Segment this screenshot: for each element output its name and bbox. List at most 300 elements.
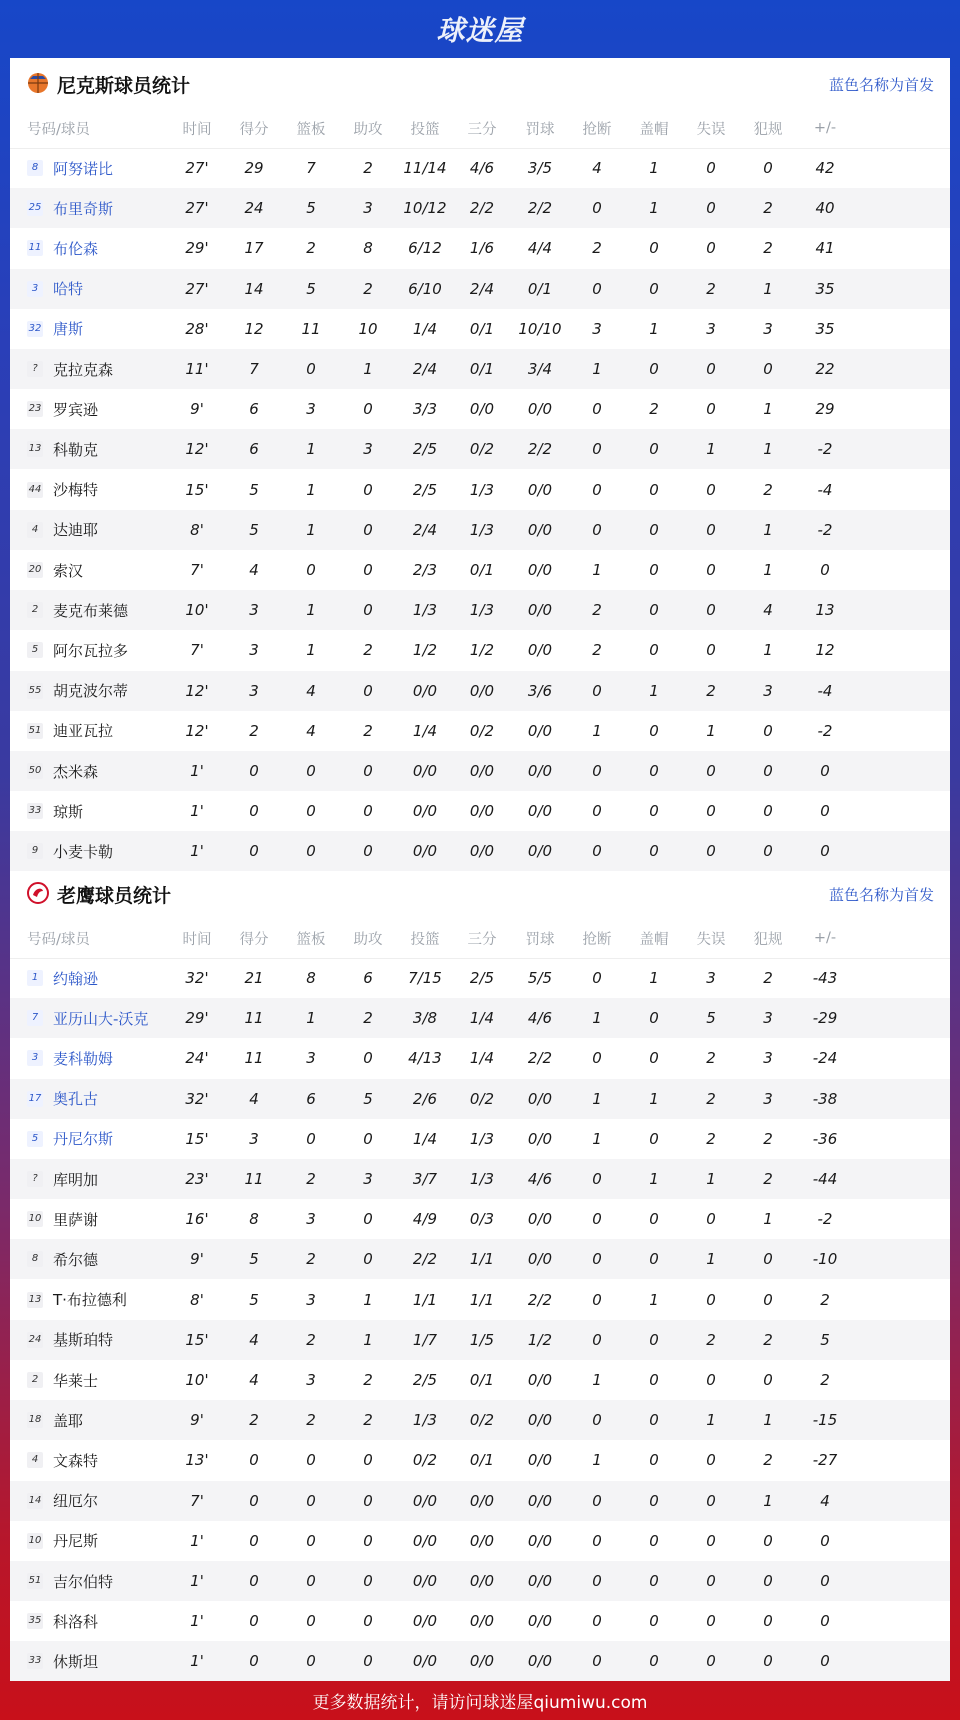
player-cell [27, 439, 98, 460]
player-name[interactable]: 克拉克森 [53, 360, 114, 379]
stat-stl: 0 [592, 400, 602, 419]
stat-pts: 24 [244, 199, 264, 218]
player-cell [27, 1530, 98, 1551]
stat-ast: 0 [363, 520, 373, 539]
player-row[interactable] [10, 1280, 950, 1320]
jersey-number: 11 [27, 240, 43, 256]
stat-min: 24' [185, 1049, 209, 1068]
stat-blk: 0 [649, 1371, 659, 1389]
stat-tov: 2 [706, 681, 716, 700]
stat-blk: 0 [649, 1210, 659, 1229]
stat-blk: 0 [649, 1572, 659, 1590]
player-cell [27, 841, 113, 862]
stat-tp: 0/0 [469, 400, 495, 419]
stat-stl: 1 [592, 561, 602, 579]
stat-ast: 6 [363, 969, 373, 987]
player-row[interactable] [10, 269, 950, 309]
stat-min: 15' [185, 1330, 209, 1349]
stat-min: 12' [185, 681, 209, 700]
player-name[interactable]: 罗宾逊 [53, 400, 99, 419]
stat-tov: 3 [706, 319, 716, 338]
stat-pts: 0 [249, 1572, 259, 1590]
stat-ast: 0 [363, 1652, 373, 1671]
stat-ft: 0/0 [527, 721, 553, 740]
stat-min: 29' [185, 1009, 209, 1028]
stat-fg: 1/3 [412, 601, 438, 620]
stat-tp: 4/6 [469, 159, 495, 177]
stat-blk: 0 [649, 239, 659, 258]
player-name[interactable]: 里萨谢 [53, 1210, 99, 1229]
player-name[interactable]: 约翰逊 [53, 969, 99, 988]
stat-min: 1' [190, 762, 204, 780]
stat-stl: 1 [592, 1371, 602, 1389]
stat-ast: 0 [363, 1129, 373, 1148]
player-name[interactable]: 亚历山大-沃克 [53, 1009, 149, 1028]
player-row[interactable] [10, 590, 950, 630]
player-row[interactable] [10, 958, 950, 998]
player-cell [27, 278, 83, 299]
player-row[interactable] [10, 510, 950, 550]
jersey-number: 3 [27, 1050, 43, 1066]
player-name[interactable]: 纽厄尔 [53, 1492, 99, 1511]
stat-blk: 0 [649, 1049, 659, 1068]
stat-tov: 2 [706, 279, 716, 298]
player-row[interactable] [10, 1119, 950, 1159]
stat-min: 1' [190, 1612, 204, 1631]
player-row[interactable] [10, 389, 950, 429]
stat-fg: 2/6 [412, 1089, 438, 1108]
stat-pf: 3 [763, 1049, 773, 1068]
stat-tp: 1/6 [469, 239, 495, 258]
stat-pts: 14 [244, 279, 264, 298]
stat-tp: 0/0 [469, 681, 495, 700]
column-header-row [10, 108, 950, 149]
stat-fg: 2/4 [412, 520, 438, 539]
player-row[interactable] [10, 1400, 950, 1440]
player-name[interactable]: 科洛科 [53, 1612, 99, 1631]
stat-min: 7' [190, 641, 204, 660]
stat-pf: 0 [763, 1290, 773, 1309]
stat-ast: 0 [363, 1451, 373, 1470]
stat-tov: 0 [706, 762, 716, 780]
player-row[interactable] [10, 998, 950, 1038]
stat-tp: 0/0 [469, 1612, 495, 1631]
column-header: 得分 [239, 931, 269, 948]
player-name[interactable]: 达迪耶 [53, 521, 99, 540]
stat-reb: 4 [306, 721, 316, 740]
stat-fg: 6/12 [408, 239, 442, 258]
player-name[interactable]: 希尔德 [53, 1250, 99, 1269]
player-name[interactable]: 沙梅特 [53, 481, 99, 500]
stat-stl: 0 [592, 1572, 602, 1590]
stat-pts: 0 [249, 802, 259, 821]
jersey-number: 23 [27, 401, 43, 417]
stat-tp: 1/2 [469, 641, 495, 660]
stat-tov: 0 [706, 1572, 716, 1590]
stat-tov: 0 [706, 239, 716, 258]
stat-pm: 12 [815, 641, 835, 660]
stat-ft: 3/4 [527, 360, 553, 378]
player-name[interactable]: 库明加 [53, 1170, 99, 1189]
stat-stl: 0 [592, 1049, 602, 1068]
player-row[interactable] [10, 1320, 950, 1360]
stat-pts: 4 [249, 1330, 259, 1349]
player-row[interactable] [10, 1601, 950, 1641]
column-header: 罚球 [525, 931, 555, 948]
stat-ft: 2/2 [527, 199, 553, 218]
stat-min: 11' [185, 360, 209, 378]
stat-fg: 2/3 [412, 561, 438, 579]
jersey-number: 4 [27, 522, 43, 538]
stat-pm: 0 [820, 1652, 830, 1671]
stat-stl: 0 [592, 762, 602, 780]
stat-pm: -4 [817, 681, 833, 700]
stat-tov: 2 [706, 1330, 716, 1349]
player-row[interactable] [10, 630, 950, 670]
player-name[interactable]: 唐斯 [53, 320, 84, 339]
stat-blk: 1 [649, 1290, 659, 1309]
stat-pts: 3 [249, 601, 259, 620]
player-name[interactable]: 奥孔古 [53, 1090, 99, 1109]
stat-tov: 0 [706, 360, 716, 378]
player-name[interactable]: T·布拉德利 [53, 1291, 127, 1310]
stat-pm: -15 [812, 1411, 838, 1430]
stat-pf: 1 [763, 279, 773, 298]
stat-blk: 0 [649, 641, 659, 660]
stat-pm: 2 [820, 1371, 830, 1389]
player-name[interactable]: 吉尔伯特 [53, 1572, 114, 1591]
player-cell [27, 1289, 127, 1310]
player-name[interactable]: 迪亚瓦拉 [53, 722, 114, 741]
player-name[interactable]: 索汉 [53, 561, 84, 580]
stat-ft: 0/0 [527, 802, 553, 821]
jersey-number: 13 [27, 1292, 43, 1308]
jersey-number: 7 [27, 1010, 43, 1026]
stat-ast: 1 [363, 1330, 373, 1349]
player-name[interactable]: 文森特 [53, 1451, 99, 1470]
stat-ft: 0/0 [527, 1612, 553, 1631]
stat-pts: 6 [249, 400, 259, 419]
player-row[interactable] [10, 228, 950, 268]
stat-stl: 0 [592, 1250, 602, 1269]
player-row[interactable] [10, 671, 950, 711]
team-title: 老鹰球员统计 [57, 885, 172, 907]
stat-pm: -44 [812, 1170, 838, 1188]
player-cell [27, 519, 98, 540]
stat-fg: 0/0 [412, 842, 438, 861]
stat-tov: 0 [706, 480, 716, 499]
stat-min: 23' [185, 1170, 209, 1188]
stat-reb: 8 [306, 969, 316, 987]
player-cell [27, 1571, 113, 1592]
player-cell [27, 198, 113, 219]
stat-ft: 0/0 [527, 1210, 553, 1229]
player-name[interactable]: 华莱士 [53, 1371, 99, 1390]
stat-pf: 3 [763, 319, 773, 338]
jersey-number: 51 [27, 1573, 43, 1589]
stat-pf: 2 [763, 1330, 773, 1349]
stat-ast: 2 [363, 721, 373, 740]
stat-reb: 11 [301, 319, 321, 338]
stat-stl: 0 [592, 1491, 602, 1510]
player-cell [27, 761, 98, 782]
stat-pts: 5 [249, 1290, 259, 1309]
player-row[interactable] [10, 711, 950, 751]
column-header: +/- [813, 930, 837, 946]
stat-ast: 0 [363, 842, 373, 861]
stat-tov: 0 [706, 1531, 716, 1550]
player-name[interactable]: 小麦卡勒 [53, 842, 114, 861]
stat-ast: 2 [363, 1371, 373, 1389]
stat-stl: 0 [592, 1210, 602, 1229]
stat-min: 10' [185, 601, 209, 620]
stat-stl: 0 [592, 1411, 602, 1430]
stat-blk: 0 [649, 802, 659, 821]
stat-blk: 1 [649, 199, 659, 218]
stat-fg: 0/2 [412, 1451, 438, 1470]
player-row[interactable] [10, 349, 950, 389]
stat-tov: 5 [706, 1009, 716, 1028]
stat-reb: 0 [306, 1129, 316, 1148]
stat-reb: 3 [306, 1049, 316, 1068]
stat-reb: 0 [306, 1652, 316, 1671]
player-row[interactable] [10, 1440, 950, 1480]
stat-min: 27' [185, 159, 209, 177]
stat-fg: 0/0 [412, 762, 438, 780]
stat-pf: 0 [763, 1250, 773, 1269]
player-name[interactable]: 杰米森 [53, 762, 99, 781]
stat-tov: 0 [706, 400, 716, 419]
player-cell [27, 968, 98, 989]
player-cell [27, 801, 83, 822]
player-row[interactable] [10, 470, 950, 510]
stat-ft: 0/0 [527, 1572, 553, 1590]
stat-tp: 0/0 [469, 1652, 495, 1671]
stat-blk: 0 [649, 1451, 659, 1470]
player-row[interactable] [10, 1481, 950, 1521]
stat-tov: 0 [706, 159, 716, 177]
jersey-number: 8 [27, 160, 43, 176]
stat-ft: 0/0 [527, 842, 553, 861]
stat-tp: 0/2 [469, 1411, 495, 1430]
stat-ft: 0/0 [527, 1250, 553, 1269]
stat-tov: 1 [706, 721, 716, 740]
player-name[interactable]: 丹尼斯 [53, 1532, 99, 1551]
stat-blk: 0 [649, 360, 659, 378]
stat-fg: 1/4 [412, 319, 438, 338]
stat-ft: 4/4 [527, 239, 553, 258]
player-row[interactable] [10, 791, 950, 831]
jersey-number: 18 [27, 1412, 43, 1428]
stat-pm: -27 [812, 1451, 838, 1470]
player-cell [27, 1370, 98, 1391]
player-cell [27, 1329, 113, 1350]
column-header: 犯规 [753, 121, 783, 138]
player-name[interactable]: 胡克波尔蒂 [53, 682, 129, 701]
stat-ft: 10/10 [518, 319, 562, 338]
stat-ft: 0/0 [527, 762, 553, 780]
player-row[interactable] [10, 1360, 950, 1400]
player-row[interactable] [10, 831, 950, 871]
player-row[interactable] [10, 148, 950, 188]
player-name[interactable]: 哈特 [53, 280, 84, 299]
stat-ft: 0/0 [527, 520, 553, 539]
stat-tov: 1 [706, 440, 716, 459]
stat-tov: 0 [706, 1371, 716, 1389]
stat-ft: 0/0 [527, 480, 553, 499]
footer-text: 更多数据统计，请访问球迷屋qiumiwu.com [312, 1692, 648, 1713]
stat-pts: 6 [249, 440, 259, 459]
stat-stl: 0 [592, 1330, 602, 1349]
stat-tov: 1 [706, 1411, 716, 1430]
stat-reb: 2 [306, 1411, 316, 1430]
player-name[interactable]: 基斯珀特 [53, 1331, 114, 1350]
stat-ast: 0 [363, 1210, 373, 1229]
player-row[interactable] [10, 550, 950, 590]
stat-ft: 4/6 [527, 1009, 553, 1028]
jersey-number: ? [27, 1171, 43, 1187]
stat-reb: 3 [306, 1371, 316, 1389]
player-cell [27, 1249, 98, 1270]
player-row[interactable] [10, 1641, 950, 1681]
player-name[interactable]: 丹尼尔斯 [53, 1130, 114, 1149]
player-row[interactable] [10, 429, 950, 469]
stat-ast: 0 [363, 1491, 373, 1510]
column-header: 助攻 [353, 121, 383, 138]
player-row[interactable] [10, 1038, 950, 1078]
stat-min: 9' [190, 1411, 204, 1430]
stat-reb: 4 [306, 681, 316, 700]
player-row[interactable] [10, 1239, 950, 1279]
stat-min: 1' [190, 1572, 204, 1590]
stat-pts: 11 [244, 1049, 264, 1068]
player-cell [27, 1611, 98, 1632]
player-row[interactable] [10, 1199, 950, 1239]
stat-pts: 0 [249, 762, 259, 780]
player-cell [27, 238, 98, 259]
stat-tp: 0/0 [469, 762, 495, 780]
stat-min: 9' [190, 400, 204, 419]
player-row[interactable] [10, 751, 950, 791]
stat-pf: 1 [763, 400, 773, 419]
stat-ast: 5 [363, 1089, 373, 1108]
player-row[interactable] [10, 188, 950, 228]
stat-pm: -38 [812, 1089, 838, 1108]
stat-stl: 2 [592, 239, 602, 258]
player-name[interactable]: 琼斯 [53, 802, 84, 821]
stat-stl: 0 [592, 1531, 602, 1550]
stat-pts: 5 [249, 1250, 259, 1269]
jersey-number: 4 [27, 1452, 43, 1468]
player-cell [27, 1450, 98, 1471]
stat-pf: 0 [763, 762, 773, 780]
column-header: +/- [813, 120, 837, 136]
player-row[interactable] [10, 1079, 950, 1119]
jersey-number: 2 [27, 602, 43, 618]
jersey-number: 50 [27, 763, 43, 779]
stat-ft: 0/0 [527, 1491, 553, 1510]
player-cell [27, 1008, 148, 1029]
stat-fg: 1/3 [412, 1411, 438, 1430]
stat-pf: 0 [763, 1531, 773, 1550]
footer-banner[interactable] [0, 1680, 960, 1720]
stat-ast: 2 [363, 279, 373, 298]
stat-pf: 2 [763, 1170, 773, 1188]
stat-fg: 3/3 [412, 400, 438, 419]
stat-fg: 2/4 [412, 360, 438, 378]
stat-stl: 3 [592, 319, 602, 338]
stat-reb: 2 [306, 1250, 316, 1269]
player-cell [27, 560, 83, 581]
player-name[interactable]: 阿努诺比 [53, 159, 114, 178]
stat-blk: 0 [649, 1129, 659, 1148]
player-name[interactable]: 科勒克 [53, 440, 99, 459]
jersey-number: 14 [27, 1493, 43, 1509]
player-name[interactable]: 布里奇斯 [53, 199, 114, 218]
player-name[interactable]: 休斯坦 [53, 1652, 99, 1671]
stat-pm: 0 [820, 842, 830, 861]
player-row[interactable] [10, 309, 950, 349]
player-name[interactable]: 阿尔瓦拉多 [53, 641, 129, 660]
stat-tp: 1/4 [469, 1009, 495, 1028]
stat-ft: 3/6 [527, 681, 553, 700]
player-name[interactable]: 麦科勒姆 [53, 1049, 114, 1068]
player-row[interactable] [10, 1561, 950, 1601]
stat-blk: 0 [649, 520, 659, 539]
stat-ft: 0/0 [527, 561, 553, 579]
stat-blk: 0 [649, 440, 659, 459]
stat-fg: 1/4 [412, 721, 438, 740]
stat-tov: 0 [706, 1612, 716, 1631]
stat-pm: 5 [820, 1330, 830, 1349]
stat-pts: 21 [244, 969, 264, 987]
stat-min: 28' [185, 319, 209, 338]
stat-pf: 0 [763, 1371, 773, 1389]
stat-ast: 0 [363, 480, 373, 499]
stat-reb: 0 [306, 1491, 316, 1510]
stat-pts: 3 [249, 641, 259, 660]
stat-min: 7' [190, 1491, 204, 1510]
stat-ft: 1/2 [527, 1330, 553, 1349]
stat-ast: 8 [363, 239, 373, 258]
player-name[interactable]: 布伦森 [53, 239, 99, 258]
player-row[interactable] [10, 1159, 950, 1199]
stat-stl: 1 [592, 1009, 602, 1028]
stat-pf: 0 [763, 802, 773, 821]
stat-blk: 0 [649, 721, 659, 740]
player-cell [27, 318, 83, 339]
stat-fg: 0/0 [412, 1491, 438, 1510]
jersey-number: 5 [27, 1131, 43, 1147]
stat-pf: 1 [763, 1491, 773, 1510]
player-name[interactable]: 盖耶 [53, 1411, 84, 1430]
stat-pts: 17 [244, 239, 264, 258]
player-row[interactable] [10, 1521, 950, 1561]
stat-blk: 0 [649, 762, 659, 780]
player-cell [27, 1209, 98, 1230]
stat-fg: 0/0 [412, 1652, 438, 1671]
stat-pm: -2 [817, 1210, 833, 1229]
stat-blk: 0 [649, 1330, 659, 1349]
stat-ft: 0/0 [527, 1129, 553, 1148]
stat-reb: 1 [306, 641, 316, 660]
column-header: 号码/球员 [27, 931, 90, 948]
player-name[interactable]: 麦克布莱德 [53, 601, 129, 620]
stat-ast: 3 [363, 199, 373, 218]
stat-blk: 1 [649, 159, 659, 177]
stat-fg: 11/14 [403, 159, 447, 177]
stat-ft: 3/5 [527, 159, 553, 177]
